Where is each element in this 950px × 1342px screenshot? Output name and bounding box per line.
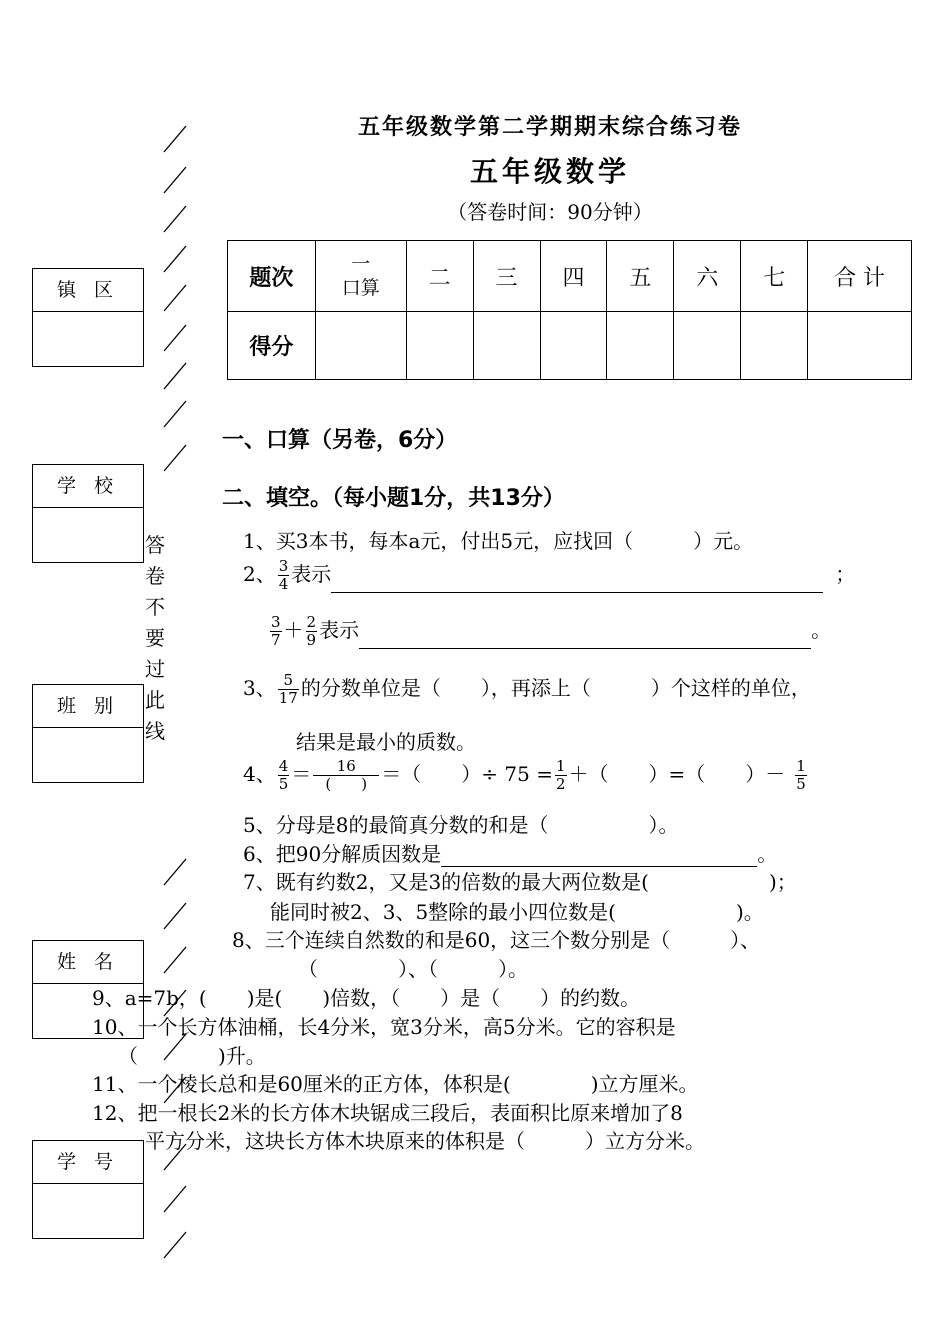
town-label: 镇 区 — [33, 269, 143, 312]
answer-line[interactable] — [359, 624, 811, 649]
seal-line-note: 答 卷 不 要 过 此 线 — [145, 533, 165, 743]
question-4: 4、 $\frac{4}{5}$ ＝ $\frac{16}{( )}$ ＝（ ）÷ 75 = $\frac{1}{2}$ ＋（ ）=（ ）－ $\frac{1}{5}$ — [243, 757, 806, 793]
col-2: 二 — [406, 241, 473, 312]
score-cell[interactable] — [406, 312, 473, 380]
question-2b: $\frac{3}{7}$ ＋ $\frac{2}{9}$ 表示 。 — [271, 613, 832, 649]
question-10: 10、一个长方体油桶，长4分米，宽3分米，高5分米。它的容积是 — [92, 1015, 676, 1039]
question-3: 3、 $\frac{5}{17}$ 的分数单位是（ ），再添上（ ）个这样的单位， — [243, 671, 811, 707]
col-6: 六 — [674, 241, 741, 312]
exam-title: 五年级数学第二学期期末综合练习卷 — [357, 114, 742, 140]
school-box — [32, 464, 144, 563]
question-12: 12、把一根长2米的长方体木块锯成三段后，表面积比原来增加了8 — [92, 1101, 683, 1125]
question-7: 7、既有约数2，又是3的倍数的最大两位数是( )； — [243, 870, 797, 894]
question-8: 8、三个连续自然数的和是60，这三个数分别是（ ）、 — [232, 928, 761, 952]
row-label-score: 得分 — [228, 312, 316, 380]
answer-line[interactable] — [441, 842, 757, 867]
score-cell[interactable] — [607, 312, 674, 380]
score-cell[interactable] — [473, 312, 540, 380]
score-cell[interactable] — [540, 312, 607, 380]
score-table — [227, 240, 912, 380]
answer-line[interactable] — [331, 568, 823, 593]
col-7: 七 — [741, 241, 808, 312]
question-10-cont: （ )升。 — [118, 1044, 266, 1068]
section-2-heading: 二、填空。（每小题1分，共13分） — [222, 486, 565, 511]
section-1-heading: 一、口算（另卷，6分） — [222, 428, 458, 453]
col-total: 合 计 — [808, 241, 912, 312]
col-1: 一 口算 — [315, 241, 406, 312]
question-2: 2、 $\frac{3}{4}$ 表示 ； — [243, 557, 856, 593]
school-field[interactable] — [33, 508, 143, 562]
class-label: 班 别 — [33, 685, 143, 728]
score-cell[interactable] — [741, 312, 808, 380]
question-12-cont: 平方分米，这块长方体木块原来的体积是（ ）立方分米。 — [145, 1129, 705, 1153]
class-box — [32, 684, 144, 783]
question-3-cont: 结果是最小的质数。 — [296, 730, 476, 754]
school-label: 学 校 — [33, 465, 143, 508]
fraction: $\frac{4}{5}$ — [278, 757, 289, 793]
student-id-label: 学 号 — [33, 1141, 143, 1184]
fraction: $\frac{1}{2}$ — [555, 757, 566, 793]
score-cell[interactable] — [315, 312, 406, 380]
col-5: 五 — [607, 241, 674, 312]
time-note: （答卷时间：90分钟） — [447, 200, 653, 224]
town-field[interactable] — [33, 312, 143, 366]
question-1: 1、买3本书，每本a元，付出5元，应找回（ ）元。 — [243, 529, 754, 553]
col-4: 四 — [540, 241, 607, 312]
row-label-item: 题次 — [228, 241, 316, 312]
score-cell[interactable] — [808, 312, 912, 380]
fraction: $\frac{3}{4}$ — [278, 557, 289, 593]
fraction: $\frac{16}{( )}$ — [313, 758, 379, 793]
fraction: $\frac{1}{5}$ — [796, 757, 806, 793]
name-label: 姓 名 — [33, 941, 143, 984]
student-id-field[interactable] — [33, 1184, 143, 1238]
subject-title: 五年级数学 — [469, 155, 630, 188]
student-id-box — [32, 1140, 144, 1239]
question-8-cont: （ ）、（ ）。 — [298, 957, 528, 981]
fraction: $\frac{5}{17}$ — [278, 671, 298, 707]
question-6: 6、把90分解质因数是 。 — [243, 842, 778, 866]
fraction: $\frac{2}{9}$ — [306, 613, 317, 649]
question-7-cont: 能同时被2、3、5整除的最小四位数是( )。 — [270, 900, 764, 924]
class-field[interactable] — [33, 728, 143, 782]
town-box — [32, 268, 144, 367]
col-3: 三 — [473, 241, 540, 312]
question-9: 9、a=7b，( )是( )倍数，（ ）是（ ）的约数。 — [92, 986, 641, 1010]
question-5: 5、分母是8的最简真分数的和是（ ）。 — [243, 813, 679, 837]
question-11: 11、一个棱长总和是60厘米的正方体，体积是( )立方厘米。 — [92, 1072, 699, 1096]
fraction: $\frac{3}{7}$ — [271, 613, 281, 649]
score-cell[interactable] — [674, 312, 741, 380]
